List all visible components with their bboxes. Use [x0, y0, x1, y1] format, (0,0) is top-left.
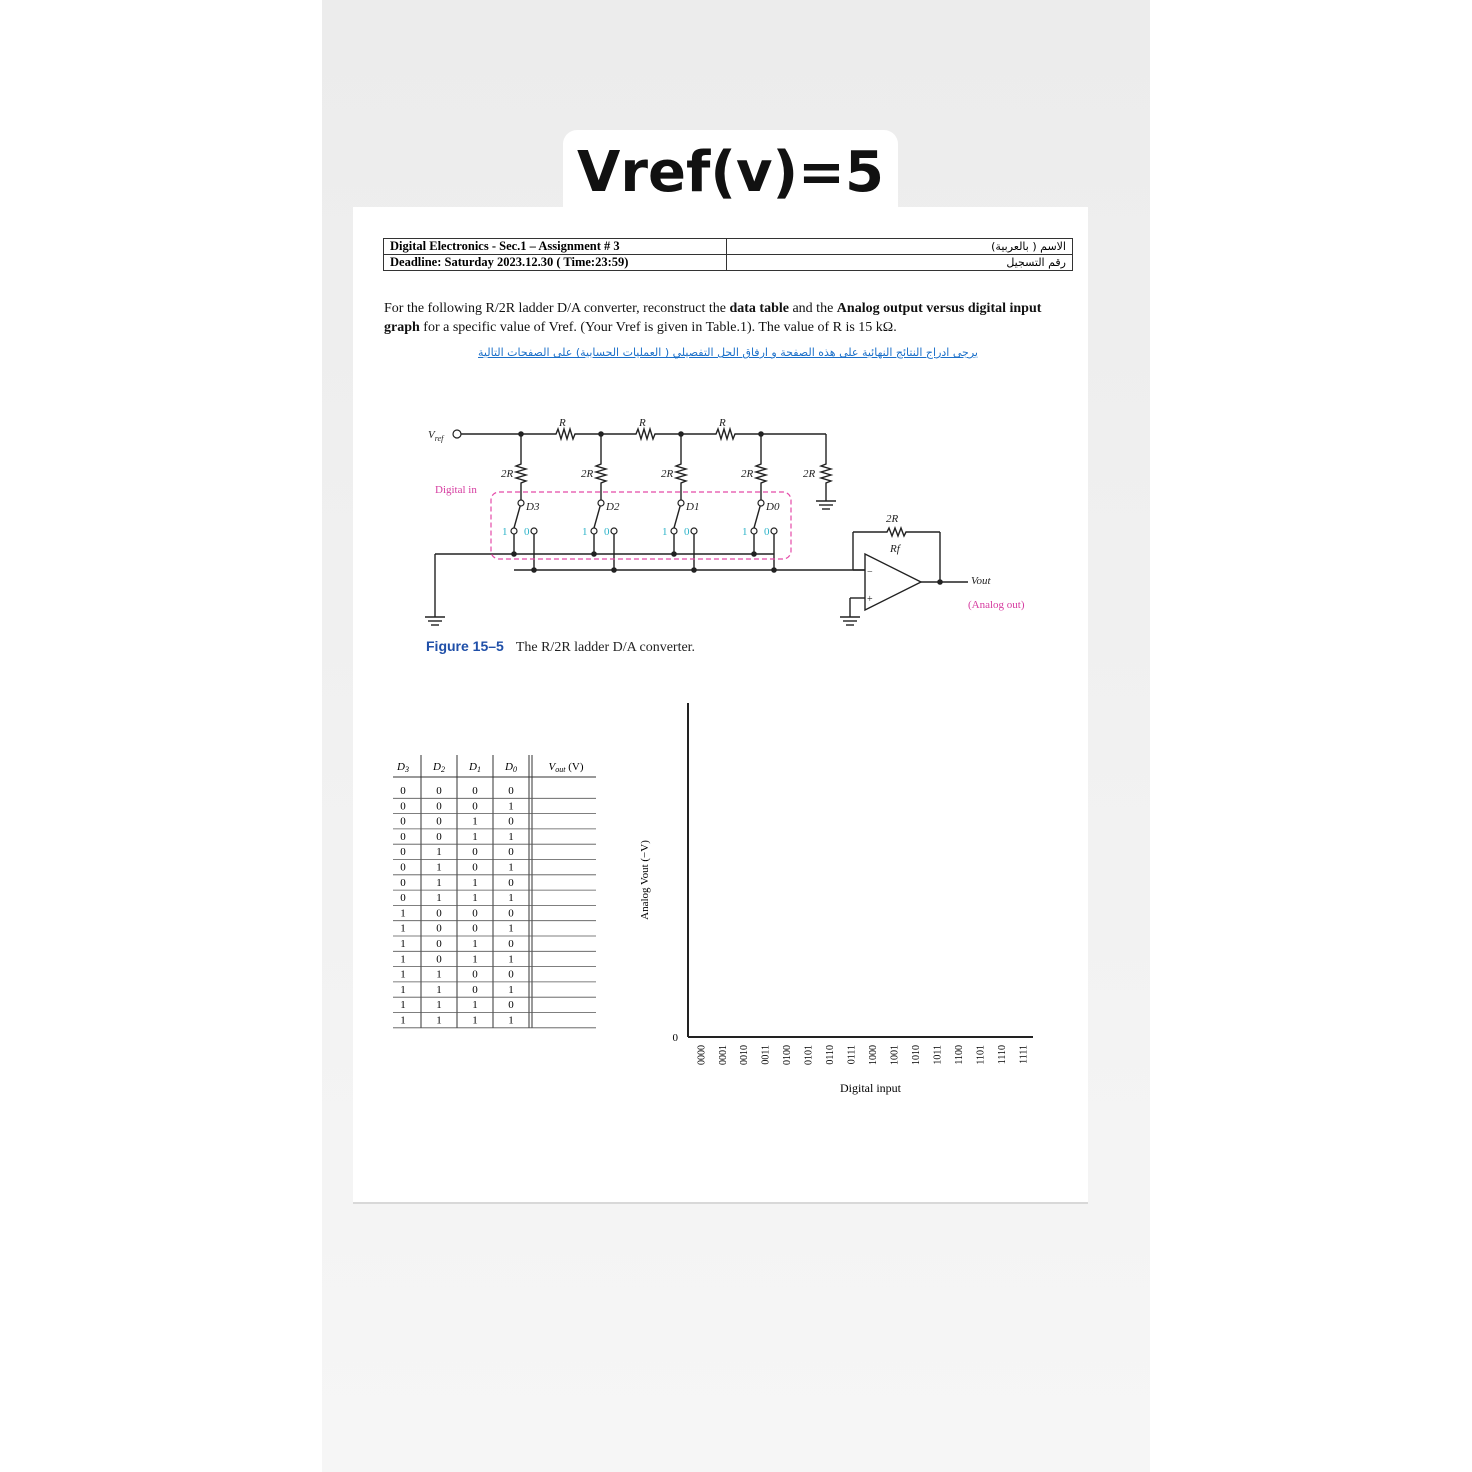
table-cell: 1 — [472, 876, 478, 889]
figure-caption: Figure 15–5 The R/2R ladder D/A converter. — [426, 638, 696, 655]
x-tick-label: 0110 — [825, 1045, 837, 1065]
y-origin-label: 0 — [672, 1032, 678, 1044]
x-tick-label: 1010 — [910, 1045, 922, 1065]
table-cell: 0 — [472, 785, 478, 797]
deadline: Deadline: Saturday 2023.12.30 ( Time:23:59) — [384, 255, 727, 271]
table-cell: 1 — [436, 983, 442, 996]
table-cell: 1 — [400, 907, 406, 920]
table-cell: 1 — [400, 999, 406, 1012]
switch-d0: D0 — [766, 501, 780, 513]
y-axis-label: Analog Vout (−V) — [639, 840, 651, 920]
analog-out-label: (Analog out) — [968, 599, 1025, 611]
r2r-ladder-circuit — [413, 402, 1053, 632]
table-cell: 0 — [400, 830, 406, 843]
instructions: For the following R/2R ladder D/A converter, reconstruct the data table and the Analog output versus digital input graph for a specific value of Vref. (Your Vref is given in Table.1). The value of R is 15 kΩ. — [384, 301, 1042, 335]
vout-graph — [628, 695, 1048, 1105]
table-cell: 0 — [400, 861, 406, 874]
svg-text:1: 1 — [582, 526, 588, 538]
table-cell: 1 — [436, 999, 442, 1012]
table-cell: 1 — [508, 861, 514, 874]
table-cell: 0 — [436, 907, 442, 920]
svg-text:0: 0 — [524, 526, 530, 538]
table-cell: 1 — [508, 922, 514, 935]
x-tick-label: 0011 — [760, 1045, 772, 1065]
digital-in-label: Digital in — [435, 484, 477, 496]
table-cell: 0 — [400, 800, 406, 813]
table-cell: 0 — [472, 968, 478, 981]
table-cell: 1 — [400, 953, 406, 966]
rf-name: Rf — [890, 543, 900, 555]
svg-text:0: 0 — [604, 526, 610, 538]
table-cell: 0 — [436, 785, 442, 797]
x-tick-label: 0100 — [782, 1045, 794, 1065]
switch-d2: D2 — [606, 501, 620, 513]
table-cell: 0 — [472, 922, 478, 935]
table-cell: 1 — [472, 938, 478, 950]
table-cell: 0 — [508, 815, 514, 828]
table-cell: 1 — [472, 953, 478, 966]
x-tick-label: 1101 — [975, 1045, 987, 1065]
table-cell: 0 — [472, 861, 478, 874]
table-cell: 0 — [472, 800, 478, 813]
vref-label: $V_{ref}$ — [428, 429, 444, 443]
table-cell: 0 — [436, 830, 442, 843]
table-cell: 1 — [436, 846, 442, 859]
table-cell: 1 — [436, 861, 442, 874]
svg-text:+: + — [867, 594, 873, 605]
table-cell: 1 — [400, 1014, 406, 1027]
x-tick-label: 0000 — [696, 1045, 708, 1065]
assignment-page — [353, 207, 1088, 1204]
table-header: Vout (V) — [548, 761, 584, 774]
table-cell: 0 — [472, 846, 478, 859]
table-cell: 1 — [508, 830, 514, 843]
name-field-label: الاسم ( بالعربية) — [727, 239, 1073, 255]
x-tick-label: 0001 — [717, 1045, 729, 1065]
svg-text:0: 0 — [684, 526, 690, 538]
table-cell: 0 — [400, 815, 406, 828]
r2-label-1: 2R — [501, 468, 514, 480]
table-cell: 0 — [436, 938, 442, 950]
x-tick-label: 0010 — [739, 1045, 751, 1065]
rf-value: 2R — [886, 513, 899, 525]
table-cell: 0 — [436, 953, 442, 966]
table-cell: 1 — [400, 968, 406, 981]
table-cell: 0 — [472, 983, 478, 996]
table-cell: 1 — [508, 983, 514, 996]
x-tick-label: 1011 — [932, 1045, 944, 1065]
table-cell: 1 — [400, 983, 406, 996]
table-cell: 1 — [472, 892, 478, 905]
table-header: D2 — [433, 761, 445, 774]
svg-text:−: − — [867, 567, 873, 578]
svg-text:1: 1 — [662, 526, 668, 538]
svg-text:1: 1 — [502, 526, 508, 538]
table-cell: 1 — [508, 953, 514, 966]
switch-d1: D1 — [686, 501, 700, 513]
r2-label-5: 2R — [803, 468, 816, 480]
table-cell: 0 — [508, 785, 514, 797]
r-label-2: R — [639, 417, 646, 429]
table-cell: 0 — [400, 892, 406, 905]
table-cell: 1 — [508, 800, 514, 813]
table-cell: 1 — [400, 938, 406, 950]
table-cell: 0 — [508, 938, 514, 950]
table-header: D1 — [469, 761, 481, 774]
x-tick-label: 0101 — [803, 1045, 815, 1065]
arabic-note: يرجى ادراج النتائج النهائية على هذه الصفحة و ارفاق الحل التفصيلي ( العمليات الحسابية) على الصفحات التالية — [478, 346, 978, 359]
x-tick-label: 1001 — [889, 1045, 901, 1065]
course-title: Digital Electronics - Sec.1 – Assignment # 3 — [384, 239, 727, 255]
svg-text:0: 0 — [764, 526, 770, 538]
table-cell: 1 — [400, 922, 406, 935]
truth-table — [391, 755, 601, 1045]
r-label-1: R — [559, 417, 566, 429]
x-axis-label: Digital input — [840, 1081, 901, 1095]
table-cell: 1 — [472, 830, 478, 843]
table-cell: 1 — [436, 968, 442, 981]
table-cell: 1 — [436, 1014, 442, 1027]
header-table — [383, 238, 1073, 271]
table-cell: 0 — [400, 876, 406, 889]
vref-banner-text: Vref(v)=5 — [577, 140, 884, 205]
table-cell: 0 — [400, 846, 406, 859]
table-cell: 0 — [508, 876, 514, 889]
table-cell: 1 — [472, 815, 478, 828]
table-cell: 0 — [436, 800, 442, 813]
registration-field-label: رقم التسجيل — [727, 255, 1073, 271]
x-tick-label: 0111 — [846, 1045, 858, 1065]
x-tick-label: 1100 — [953, 1045, 965, 1065]
table-cell: 0 — [436, 922, 442, 935]
table-cell: 0 — [508, 999, 514, 1012]
table-cell: 1 — [472, 1014, 478, 1027]
r2-label-2: 2R — [581, 468, 594, 480]
r2-label-4: 2R — [741, 468, 754, 480]
switch-d3: D3 — [526, 501, 540, 513]
x-tick-label: 1000 — [868, 1045, 880, 1065]
x-tick-label: 1110 — [996, 1045, 1008, 1065]
table-cell: 0 — [436, 815, 442, 828]
table-cell: 0 — [472, 907, 478, 920]
table-cell: 0 — [508, 846, 514, 859]
table-header: D3 — [397, 761, 409, 774]
svg-text:1: 1 — [742, 526, 748, 538]
table-cell: 1 — [436, 892, 442, 905]
table-cell: 0 — [508, 907, 514, 920]
vout-label: Vout — [971, 575, 991, 587]
x-tick-label: 1111 — [1018, 1045, 1030, 1064]
table-header: D0 — [505, 761, 517, 774]
table-cell: 1 — [508, 1014, 514, 1027]
r-label-3: R — [719, 417, 726, 429]
table-cell: 0 — [508, 968, 514, 981]
r2-label-3: 2R — [661, 468, 674, 480]
table-cell: 1 — [436, 876, 442, 889]
table-cell: 1 — [508, 892, 514, 905]
table-cell: 0 — [400, 785, 406, 797]
table-cell: 1 — [472, 999, 478, 1012]
